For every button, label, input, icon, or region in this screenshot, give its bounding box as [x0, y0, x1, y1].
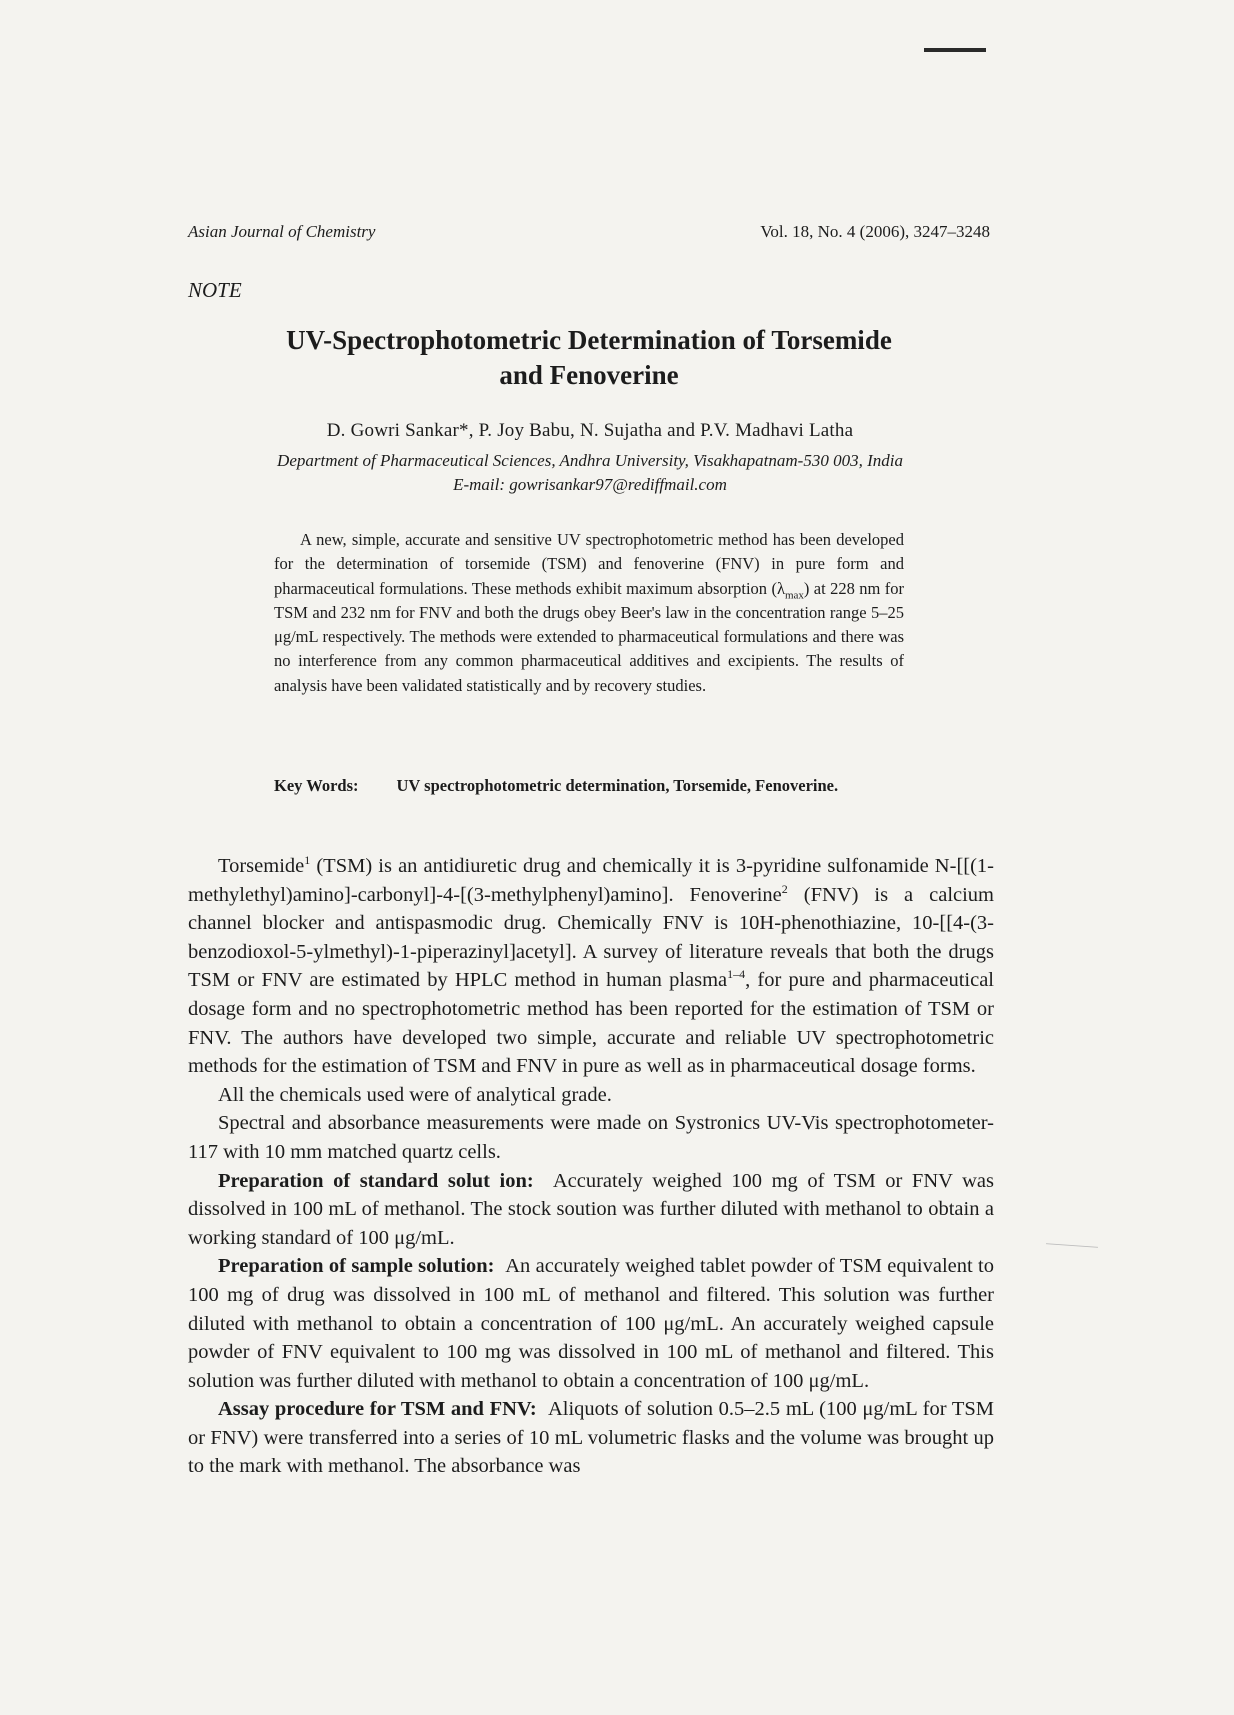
intro-text-b: (TSM) is an antidiuretic drug and chemically it is 3-pyridine sulfonamide N-[[(1-methylethyl)amino]-carbonyl]-4-[(3-methylphenyl)amino]. Fenoverine [188, 855, 994, 906]
paragraph-instrument: Spectral and absorbance measurements were made on Systronics UV-Vis spectrophotometer-117 with 10 mm matched quartz cells. [188, 1112, 994, 1163]
abstract-part-1: A new, simple, accurate and sensitive UV spectrophotometric method has been developed for the determination of torsemide (TSM) and fenoverine (FNV) in pure form and pharmaceutical formulations. These methods exhibit maximum absorption (λ [274, 530, 904, 598]
volume-info: Vol. 18, No. 4 (2006), 3247–3248 [760, 222, 990, 241]
section-lead: Assay procedure for TSM and FNV: [218, 1398, 537, 1421]
intro-text-d: , for pure and pharmaceutical dosage form and no spectrophotometric method has been reported for the estimation of TSM or FNV. The authors have developed two simple, accurate and reliable UV spectrophotometric methods for the estimation of TSM and FNV in pure as well as in pharmaceutical dosage forms. [188, 969, 994, 1078]
paragraph-assay-procedure [188, 1395, 994, 1481]
keywords [274, 774, 904, 798]
abstract [274, 528, 904, 698]
intro-text-a: Torsemide [218, 855, 305, 877]
article-body [188, 852, 994, 1481]
abstract-part-2: ) at 228 nm for TSM and 232 nm for FNV and both the drugs obey Beer's law in the concentration range 5–25 μg/mL respectively. The methods were extended to pharmaceutical formulations and there was no interference from any common pharmaceutical additives and excipients. The results of analysis have been validated statistically and by recovery studies. [274, 578, 904, 695]
affiliation [140, 449, 1040, 497]
paragraph-intro [188, 852, 994, 1081]
section-lead: Preparation of sample solution: [218, 1255, 495, 1278]
affiliation-line: Department of Pharmaceutical Sciences, Andhra University, Visakhapatnam-530 003, India [277, 451, 903, 470]
email-line: E-mail: gowrisankar97@rediffmail.com [453, 475, 727, 494]
authors: D. Gowri Sankar*, P. Joy Babu, N. Sujatha and P.V. Madhavi Latha [326, 420, 854, 441]
note-label: NOTE [188, 278, 242, 302]
section-text: Aliquots of solution 0.5–2.5 mL (100 μg/mL for TSM or FNV) were transferred into a series of 10 mL volumetric flasks and the volume was brought up to the mark with methanol. The absorbance was [188, 1398, 995, 1478]
paragraph-sample-solution [188, 1252, 994, 1395]
ref-superscript: 2 [781, 881, 788, 896]
abstract-subscript: max [784, 588, 804, 601]
title-line-2: and Fenoverine [499, 360, 679, 390]
section-text: An accurately weighed tablet powder of TSM equivalent to 100 mg of drug was dissolved in 100 mL of methanol and filtered. This solution was further diluted with methanol to obtain a concentration of 100 μg/mL. An accurately weighed capsule powder of FNV equivalent to 100 mg was dissolved in 100 mL of methanol and filtered. This solution was further diluted with methanol to obtain a concentration of 100 μg/mL. [188, 1255, 994, 1392]
paragraph-chemicals: All the chemicals used were of analytical grade. [218, 1083, 612, 1106]
journal-name: Asian Journal of Chemistry [188, 222, 376, 241]
keywords-text: UV spectrophotometric determination, Torsemide, Fenoverine. [396, 776, 839, 795]
ref-superscript: 1–4 [727, 967, 746, 982]
article-title [188, 323, 990, 393]
intro-text-c: (FNV) is a calcium channel blocker and antispasmodic drug. Chemically FNV is 10H-phenothiazine, 10-[[4-(3-benzodioxol-5-ylmethyl)-1-piperazinyl]acetyl]. A survey of literature reveals that both the drugs TSM or FNV are estimated by HPLC method in human plasma [188, 883, 995, 992]
scan-mark [924, 48, 986, 52]
margin-stroke [1046, 1243, 1098, 1248]
section-lead: Preparation of standard solut ion: [218, 1169, 534, 1192]
section-text: Accurately weighed 100 mg of TSM or FNV was dissolved in 100 mL of methanol. The stock soution was further diluted with methanol to obtain a working standard of 100 μg/mL. [188, 1169, 995, 1249]
title-line-1: UV-Spectrophotometric Determination of Torsemide [286, 325, 892, 355]
keywords-label: Key Words: [274, 776, 359, 795]
ref-superscript: 1 [304, 853, 311, 868]
paragraph-standard-solution [188, 1167, 994, 1253]
